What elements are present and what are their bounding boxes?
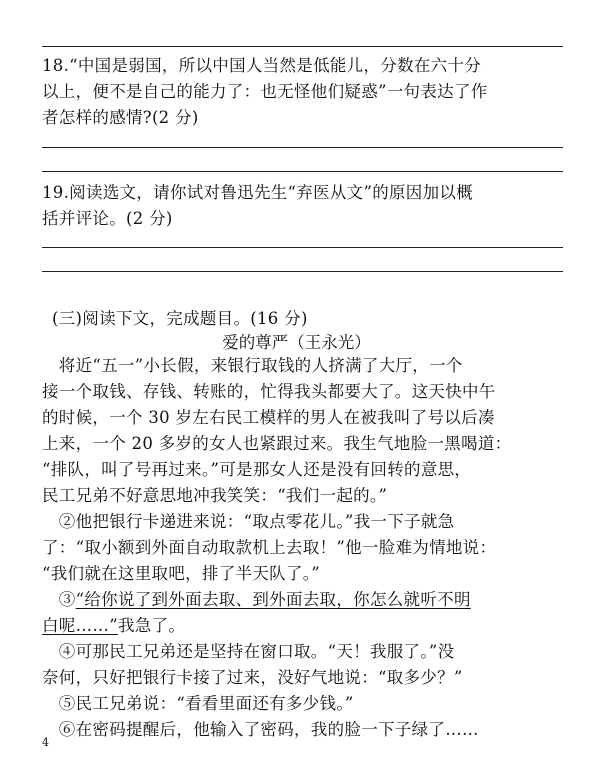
article-title: 爱的尊严（王永光）	[222, 333, 371, 352]
paragraph-3-line-1	[42, 587, 567, 613]
paragraph-number: ③	[42, 590, 76, 609]
answer-line	[42, 171, 563, 172]
answer-line	[42, 247, 563, 248]
question-18-line-3: 者怎样的感情?(2 分)	[42, 108, 199, 127]
article-line: 的时候，一个 30 岁左右民工模样的男人在被我叫了号以后凑	[42, 408, 495, 427]
article-line: 将近“五一”小长假，来银行取钱的人挤满了大厅，一个	[42, 356, 463, 375]
section-heading: (三)阅读下文，完成题目。(16 分)	[52, 309, 308, 328]
article-line: ②他把银行卡递进来说：“取点零花儿。”我一下子就急	[42, 512, 455, 531]
underlined-sentence: “给你说了到外面去取、到外面去取，你怎么就听不明	[75, 590, 471, 609]
article-line: 上来，一个 20 多岁的女人也紧跟过来。我生气地脸一黑喝道：	[42, 434, 512, 453]
answer-line	[42, 271, 563, 272]
article-line: ⑤民工兄弟说：“看看里面还有多少钱。”	[42, 694, 354, 713]
article-line: 了：“取小额到外面自动取款机上去取！”他一脸难为情地说：	[42, 538, 497, 557]
article-line: 民工兄弟不好意思地冲我笑笑：“我们一起的。”	[42, 486, 388, 505]
underlined-sentence: 白呢……”	[42, 616, 118, 635]
article-line: 接一个取钱、存钱、转账的，忙得我头都要大了。这天快中午	[42, 382, 496, 401]
article-line: “我们就在这里取吧，排了半天队了。”	[42, 564, 321, 583]
article-line: ⑥在密码提醒后，他输入了密码，我的脸一下子绿了……	[42, 720, 479, 739]
answer-line	[42, 147, 563, 148]
page-number: 4	[42, 736, 49, 749]
answer-line	[42, 46, 563, 47]
paragraph-text: 我急了。	[117, 616, 186, 635]
article-line: ④可那民工兄弟还是坚持在窗口取。“天！我服了。”没	[42, 642, 455, 661]
question-19-line-2: 括并评论。(2 分)	[42, 209, 173, 228]
question-18-line-1: 18.“中国是弱国，所以中国人当然是低能儿，分数在六十分	[42, 56, 482, 75]
article-line: “排队，叫了号再过来。”可是那女人还是没有回转的意思，	[42, 460, 472, 479]
question-19-line-1: 19.阅读选文，请你试对鲁迅先生“弃医从文”的原因加以概	[42, 183, 474, 202]
article-line: 奈何，只好把银行卡接了过来，没好气地说：“取多少？”	[42, 668, 463, 687]
paragraph-3-line-2	[42, 613, 567, 639]
question-18-line-2: 以上，便不是自己的能力了：也无怪他们疑惑”一句表达了作	[42, 82, 488, 101]
